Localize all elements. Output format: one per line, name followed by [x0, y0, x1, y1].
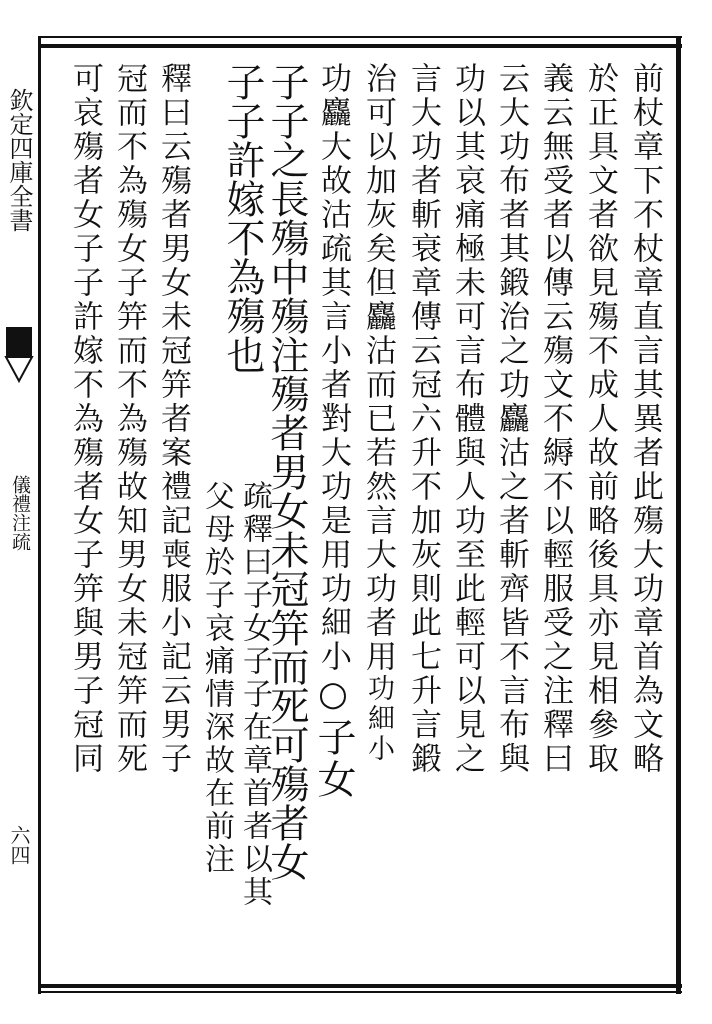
- text-column-7: [355, 62, 401, 987]
- section-circle-mark: ○: [313, 674, 353, 717]
- fish-tail-mark-icon: [4, 325, 34, 385]
- text-column-8-heading: 子女: [311, 717, 356, 801]
- text-column-10-sub: 父母於子哀痛情深故在前注: [199, 480, 234, 876]
- text-column-4: 云大功布者其鍛治之功麤沽之者斬齊皆不言布與: [493, 62, 529, 776]
- text-column-10-tail: 疏釋曰子女子子在章首者以其: [237, 480, 272, 909]
- text-column-8: [310, 62, 356, 987]
- text-column-1: 前杖章下不杖章直言其異者此殤大功章首為文略: [627, 62, 663, 776]
- text-column-13: 可哀殤者女子子許嫁不為殤者女子笄與男子冠同: [67, 62, 103, 776]
- text-column-2: 於正具文者欲見殤不成人故前略後具亦見相參取: [582, 62, 618, 776]
- margin-book-title: 儀禮注疏: [9, 475, 31, 551]
- text-column-9-heading: 子子之長殤中殤注殤者男女未冠笄而死可殤者女: [264, 62, 309, 881]
- text-column-7-tail: 功細小: [363, 674, 394, 764]
- margin-title: 欽定四庫全書: [5, 88, 33, 232]
- text-column-10-heading: 子子許嫁不為殤也: [220, 62, 265, 374]
- text-column-6: 言大功者斬衰章傳云冠六升不加灰則此七升言鍛: [405, 62, 441, 776]
- text-column-8-main: 功麤大故沽疏其言小者對大功是用功細小: [315, 62, 351, 674]
- text-column-7-main: 治可以加灰矣但麤沽而已若然言大功者用: [360, 62, 396, 674]
- text-column-5: 功以其哀痛極未可言布體與人功至此輕可以見之: [449, 62, 485, 776]
- margin-column: [0, 40, 38, 1000]
- text-column-11: 釋曰云殤者男女未冠笄者案禮記喪服小記云男子: [155, 62, 191, 776]
- margin-page-number: 六四: [7, 825, 31, 865]
- text-column-12: 冠而不為殤女子笄而不為殤故知男女未冠笄而死: [111, 62, 147, 776]
- text-column-3: 義云無受者以傳云殤文不縟不以輕服受之注釋曰: [537, 62, 573, 776]
